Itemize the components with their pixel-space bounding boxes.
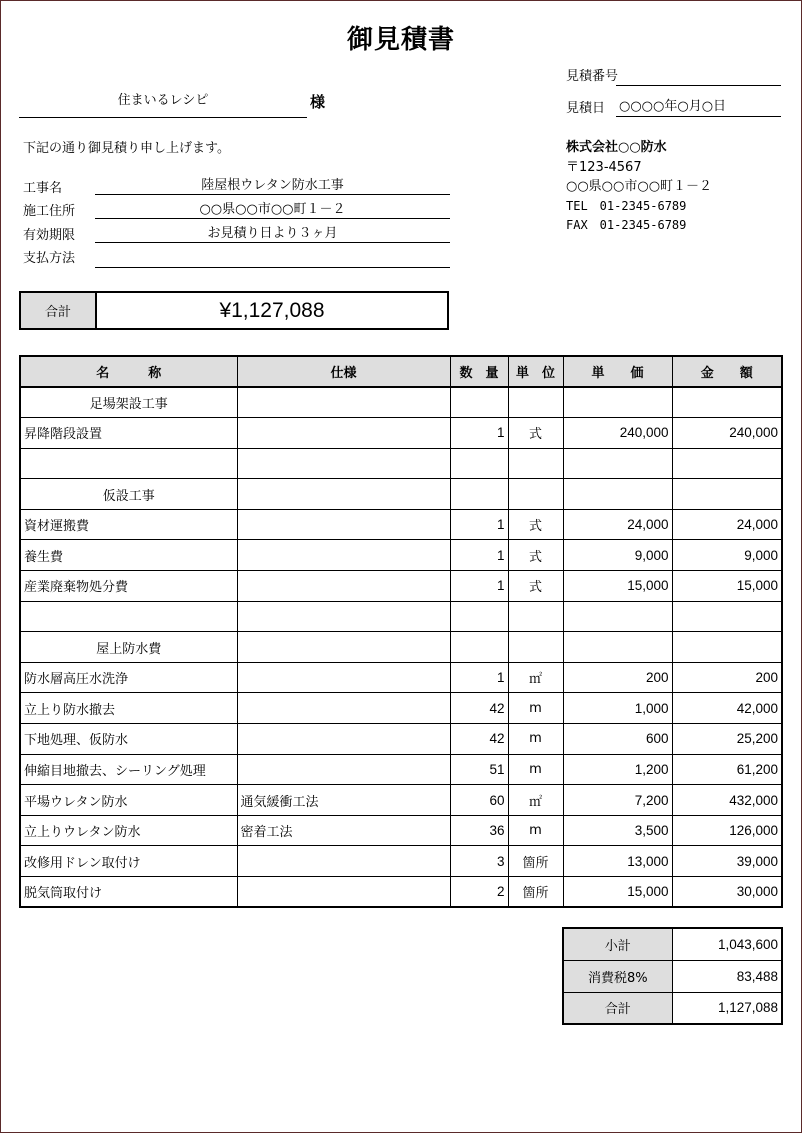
table-row (20, 662, 782, 693)
item-price-cell: 13,000 (563, 846, 672, 877)
item-amount-cell: 30,000 (672, 877, 782, 908)
item-price-cell (563, 387, 672, 418)
table-row (20, 693, 782, 724)
item-price-cell (563, 601, 672, 632)
item-spec-cell (237, 846, 450, 877)
item-name-cell: 仮設工事 (20, 479, 237, 510)
item-unit-cell: 箇所 (508, 877, 563, 908)
item-price-cell (563, 448, 672, 479)
tax-label: 消費税8% (563, 960, 672, 992)
item-qty-cell: 1 (450, 509, 508, 540)
item-qty-cell: 2 (450, 877, 508, 908)
item-name-cell: 立上り防水撤去 (20, 693, 237, 724)
item-spec-cell (237, 754, 450, 785)
estimate-date-value: ○○○○年○月○日 (619, 99, 727, 114)
field-label-address: 施工住所 (23, 204, 76, 219)
item-price-cell: 15,000 (563, 571, 672, 602)
estimate-date-line (616, 95, 781, 117)
item-unit-cell: m (508, 693, 563, 724)
item-spec-cell (237, 632, 450, 663)
intro-text: 下記の通り御見積り申し上げます。 (23, 141, 230, 156)
item-price-cell (563, 632, 672, 663)
field-value-address: ○○県○○市○○町１－２ (95, 198, 450, 219)
field-value-payment (95, 246, 450, 268)
item-amount-cell (672, 601, 782, 632)
item-unit-cell: 式 (508, 418, 563, 449)
item-spec-cell (237, 540, 450, 571)
summary-table (562, 927, 783, 1025)
client-name: 住まいるレシピ (117, 93, 209, 108)
item-name-cell: 下地処理、仮防水 (20, 724, 237, 755)
items-table-body (20, 387, 782, 907)
item-spec-cell (237, 479, 450, 510)
table-row (20, 571, 782, 602)
estimate-date-label: 見積日 (566, 101, 606, 116)
client-honorific: 様 (310, 93, 326, 111)
item-price-cell: 200 (563, 662, 672, 693)
company-postal: 〒123-4567 (566, 159, 642, 175)
section-header-row (20, 479, 782, 510)
section-header-row (20, 632, 782, 663)
item-price-cell: 1,200 (563, 754, 672, 785)
col-header-amount: 金 額 (672, 356, 782, 387)
item-name-cell: 改修用ドレン取付け (20, 846, 237, 877)
item-unit-cell (508, 479, 563, 510)
item-unit-cell (508, 387, 563, 418)
grand-total-label: 合計 (563, 992, 672, 1024)
company-tel: TEL 01-2345-6789 (566, 198, 687, 213)
item-qty-cell: 1 (450, 571, 508, 602)
company-address: ○○県○○市○○町１－２ (566, 179, 713, 194)
item-price-cell: 24,000 (563, 509, 672, 540)
item-qty-cell: 42 (450, 693, 508, 724)
item-qty-cell (450, 601, 508, 632)
item-unit-cell: m (508, 724, 563, 755)
item-unit-cell: 式 (508, 540, 563, 571)
total-label: 合計 (21, 293, 97, 328)
item-qty-cell: 1 (450, 540, 508, 571)
company-block (566, 138, 712, 236)
item-name-cell: 屋上防水費 (20, 632, 237, 663)
item-qty-cell: 36 (450, 815, 508, 846)
table-row (20, 724, 782, 755)
item-unit-cell: ㎡ (508, 662, 563, 693)
item-qty-cell (450, 479, 508, 510)
field-label-validity: 有効期限 (23, 228, 76, 243)
item-qty-cell: 51 (450, 754, 508, 785)
table-row (20, 418, 782, 449)
item-amount-cell: 42,000 (672, 693, 782, 724)
subtotal-label: 小計 (563, 928, 672, 960)
item-amount-cell: 61,200 (672, 754, 782, 785)
col-header-unit: 単 位 (508, 356, 563, 387)
item-spec-cell (237, 387, 450, 418)
item-name-cell: 産業廃棄物処分費 (20, 571, 237, 602)
item-unit-cell: m (508, 754, 563, 785)
subtotal-value: 1,043,600 (672, 928, 782, 960)
item-price-cell (563, 479, 672, 510)
summary-row-subtotal (563, 928, 782, 960)
summary-row-tax (563, 960, 782, 992)
item-amount-cell: 126,000 (672, 815, 782, 846)
col-header-name: 名 称 (20, 356, 237, 387)
client-name-line (19, 91, 307, 118)
item-spec-cell (237, 418, 450, 449)
item-name-cell: 足場架設工事 (20, 387, 237, 418)
table-row (20, 754, 782, 785)
item-name-cell: 伸縮目地撤去、シーリング処理 (20, 754, 237, 785)
item-spec-cell (237, 693, 450, 724)
item-amount-cell: 39,000 (672, 846, 782, 877)
item-spec-cell: 密着工法 (237, 815, 450, 846)
item-price-cell: 600 (563, 724, 672, 755)
item-qty-cell: 1 (450, 418, 508, 449)
company-name: 株式会社○○防水 (566, 140, 667, 155)
table-row (20, 815, 782, 846)
item-unit-cell: 箇所 (508, 846, 563, 877)
item-name-cell: 平場ウレタン防水 (20, 785, 237, 816)
item-name-cell: 昇降階段設置 (20, 418, 237, 449)
document-title: 御見積書 (346, 25, 455, 55)
company-fax: FAX 01-2345-6789 (566, 218, 687, 232)
total-box (19, 291, 449, 330)
item-name-cell: 防水層高圧水洗浄 (20, 662, 237, 693)
item-name-cell: 立上りウレタン防水 (20, 815, 237, 846)
item-spec-cell (237, 571, 450, 602)
estimate-no-line (616, 67, 781, 86)
table-row (20, 540, 782, 571)
item-spec-cell: 通気緩衝工法 (237, 785, 450, 816)
item-spec-cell (237, 509, 450, 540)
item-amount-cell: 9,000 (672, 540, 782, 571)
item-unit-cell: 式 (508, 509, 563, 540)
item-price-cell: 3,500 (563, 815, 672, 846)
field-label-project: 工事名 (23, 181, 63, 196)
table-row (20, 785, 782, 816)
field-label-payment: 支払方法 (23, 251, 76, 266)
estimate-no-label: 見積番号 (566, 69, 619, 84)
total-amount: ¥1,127,088 (219, 298, 325, 322)
item-name-cell (20, 448, 237, 479)
item-amount-cell (672, 448, 782, 479)
item-qty-cell: 3 (450, 846, 508, 877)
tax-value: 83,488 (672, 960, 782, 992)
item-name-cell (20, 601, 237, 632)
item-amount-cell: 25,200 (672, 724, 782, 755)
grand-total-value: 1,127,088 (672, 992, 782, 1024)
item-unit-cell (508, 448, 563, 479)
item-price-cell: 1,000 (563, 693, 672, 724)
item-unit-cell: 式 (508, 571, 563, 602)
item-qty-cell (450, 448, 508, 479)
item-amount-cell (672, 479, 782, 510)
item-name-cell: 資材運搬費 (20, 509, 237, 540)
item-amount-cell (672, 632, 782, 663)
summary-row-total (563, 992, 782, 1024)
item-amount-cell: 432,000 (672, 785, 782, 816)
item-qty-cell (450, 387, 508, 418)
item-qty-cell: 42 (450, 724, 508, 755)
item-unit-cell: m (508, 815, 563, 846)
item-spec-cell (237, 662, 450, 693)
table-row (20, 846, 782, 877)
item-name-cell: 脱気筒取付け (20, 877, 237, 908)
col-header-price: 単 価 (563, 356, 672, 387)
table-row (20, 448, 782, 479)
item-qty-cell: 60 (450, 785, 508, 816)
col-header-qty: 数 量 (450, 356, 508, 387)
table-row (20, 877, 782, 908)
item-unit-cell (508, 601, 563, 632)
item-spec-cell (237, 877, 450, 908)
item-price-cell: 240,000 (563, 418, 672, 449)
item-amount-cell: 15,000 (672, 571, 782, 602)
item-unit-cell: ㎡ (508, 785, 563, 816)
table-row (20, 509, 782, 540)
item-spec-cell (237, 601, 450, 632)
item-spec-cell (237, 448, 450, 479)
item-price-cell: 7,200 (563, 785, 672, 816)
field-value-project: 陸屋根ウレタン防水工事 (95, 174, 450, 195)
items-table (19, 355, 783, 908)
col-header-spec: 仕様 (237, 356, 450, 387)
item-price-cell: 9,000 (563, 540, 672, 571)
item-amount-cell: 200 (672, 662, 782, 693)
table-row (20, 601, 782, 632)
section-header-row (20, 387, 782, 418)
item-amount-cell (672, 387, 782, 418)
item-amount-cell: 240,000 (672, 418, 782, 449)
item-amount-cell: 24,000 (672, 509, 782, 540)
item-spec-cell (237, 724, 450, 755)
item-name-cell: 養生費 (20, 540, 237, 571)
field-value-validity: お見積り日より３ヶ月 (95, 222, 450, 243)
table-header-row (20, 356, 782, 387)
item-unit-cell (508, 632, 563, 663)
item-qty-cell: 1 (450, 662, 508, 693)
item-price-cell: 15,000 (563, 877, 672, 908)
item-qty-cell (450, 632, 508, 663)
